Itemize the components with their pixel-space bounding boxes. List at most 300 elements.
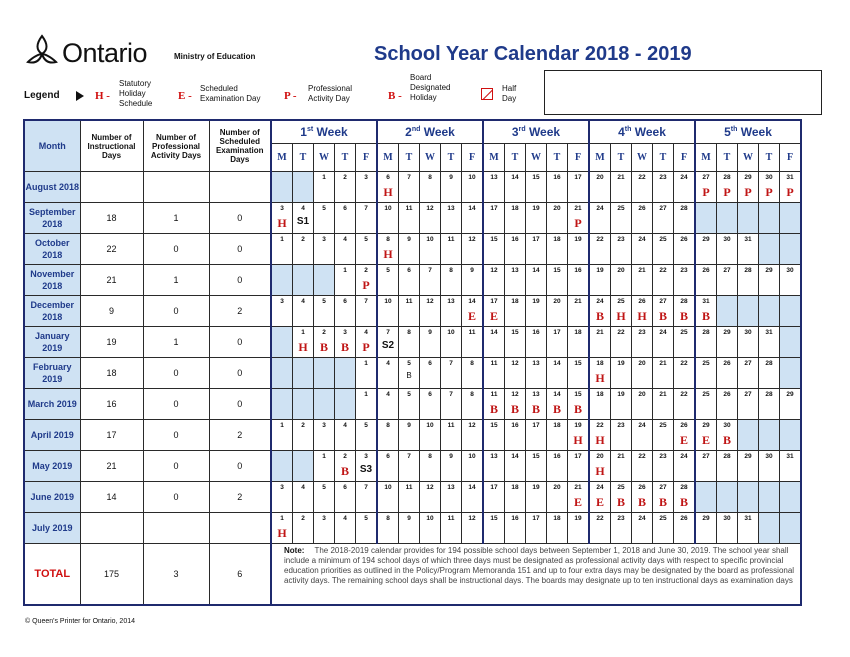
day-number: 8: [470, 391, 474, 398]
day-cell: [399, 327, 420, 358]
day-cell: [293, 420, 314, 451]
day-cell: [653, 172, 674, 203]
day-cell: [293, 296, 314, 327]
day-number: 23: [680, 267, 688, 274]
professional-days: [143, 172, 209, 203]
day-cell: [674, 420, 696, 451]
day-number: 12: [426, 205, 434, 212]
day-marker: B: [658, 495, 667, 509]
day-number: 15: [553, 267, 561, 274]
day-cell: [568, 420, 590, 451]
day-cell: [420, 327, 441, 358]
day-cell: [505, 234, 526, 265]
day-cell: [780, 172, 802, 203]
day-number: 16: [574, 267, 582, 274]
day-number: 24: [596, 205, 604, 212]
day-cell: [611, 203, 632, 234]
copyright: © Queen's Printer for Ontario, 2014: [25, 618, 135, 625]
day-number: 25: [659, 236, 667, 243]
day-cell: [420, 296, 441, 327]
day-number: 12: [511, 391, 519, 398]
day-cell: [611, 358, 632, 389]
day-number: 7: [386, 329, 390, 336]
day-cell: [505, 203, 526, 234]
instructional-days: [80, 172, 143, 203]
day-number: 20: [596, 453, 604, 460]
empty-day-cell: [780, 482, 802, 513]
day-cell: [717, 327, 738, 358]
day-number: 17: [490, 205, 498, 212]
day-cell: [356, 172, 378, 203]
day-cell: [611, 172, 632, 203]
day-number: 28: [680, 484, 688, 491]
day-cell: [568, 172, 590, 203]
day-number: 8: [470, 360, 474, 367]
professional-days: 0: [143, 482, 209, 513]
day-number: 8: [386, 422, 390, 429]
day-cell: [653, 358, 674, 389]
trillium-icon: [24, 32, 60, 72]
day-number: 1: [322, 453, 326, 460]
empty-day-cell: [293, 358, 314, 389]
professional-days: 0: [143, 234, 209, 265]
instructional-days: 17: [80, 420, 143, 451]
day-cell: [568, 482, 590, 513]
day-cell: [335, 172, 356, 203]
day-cell: [483, 265, 505, 296]
day-cell: [483, 358, 505, 389]
day-cell: [441, 265, 462, 296]
day-cell: [674, 389, 696, 420]
day-number: 24: [638, 422, 646, 429]
week-header-5: 5th Week: [695, 120, 801, 144]
day-marker: P: [362, 340, 370, 354]
day-cell: [483, 482, 505, 513]
day-cell: [674, 296, 696, 327]
day-cell: [441, 358, 462, 389]
day-number: 24: [659, 329, 667, 336]
day-cell: [759, 265, 780, 296]
day-number: 3: [364, 174, 368, 181]
day-number: 22: [617, 329, 625, 336]
day-header: T: [611, 144, 632, 172]
day-marker: B: [406, 371, 412, 380]
day-cell: [717, 358, 738, 389]
day-cell: [377, 389, 399, 420]
day-marker: S1: [296, 216, 310, 227]
empty-day-cell: [293, 265, 314, 296]
day-number: 12: [490, 267, 498, 274]
day-number: 14: [490, 329, 498, 336]
day-number: 25: [659, 422, 667, 429]
day-number: 19: [574, 422, 582, 429]
legend-text-h: Statutory Holiday Schedule: [119, 79, 153, 108]
day-marker: B: [679, 309, 688, 323]
exam-days: 0: [209, 389, 271, 420]
professional-days: 0: [143, 296, 209, 327]
day-number: 26: [723, 391, 731, 398]
total-exams: 6: [209, 544, 271, 606]
day-cell: [695, 327, 717, 358]
day-number: 28: [723, 174, 731, 181]
day-number: 7: [449, 391, 453, 398]
day-cell: [377, 513, 399, 544]
day-cell: [314, 172, 335, 203]
instructional-column-header: Number of Instructional Days: [80, 120, 143, 172]
day-number: 19: [532, 205, 540, 212]
day-cell: [483, 451, 505, 482]
day-cell: [356, 327, 378, 358]
day-number: 7: [407, 453, 411, 460]
day-number: 16: [511, 422, 519, 429]
empty-day-cell: [780, 203, 802, 234]
day-number: 27: [659, 484, 667, 491]
empty-day-cell: [314, 265, 335, 296]
day-number: 8: [386, 236, 390, 243]
day-cell: [653, 451, 674, 482]
day-marker: H: [383, 185, 393, 199]
exam-days: 2: [209, 296, 271, 327]
day-cell: [568, 389, 590, 420]
day-number: 10: [426, 236, 434, 243]
ministry-name: Ministry of Education: [174, 52, 256, 61]
day-cell: [420, 358, 441, 389]
day-cell: [399, 172, 420, 203]
day-number: 31: [744, 515, 752, 522]
day-cell: [377, 265, 399, 296]
day-marker: H: [595, 371, 605, 385]
day-number: 31: [744, 236, 752, 243]
day-number: 27: [659, 205, 667, 212]
day-number: 29: [702, 236, 710, 243]
calendar-table: [23, 119, 802, 606]
day-number: 26: [702, 267, 710, 274]
day-cell: [356, 234, 378, 265]
day-cell: [462, 358, 484, 389]
day-cell: [526, 172, 547, 203]
play-arrow-icon: [76, 91, 84, 101]
day-cell: [695, 172, 717, 203]
day-number: 21: [638, 267, 646, 274]
day-header: T: [759, 144, 780, 172]
day-cell: [653, 327, 674, 358]
day-number: 11: [490, 360, 498, 367]
instructional-days: 14: [80, 482, 143, 513]
day-number: 30: [723, 515, 731, 522]
day-marker: B: [552, 402, 561, 416]
day-number: 10: [384, 484, 392, 491]
month-row: [24, 172, 801, 203]
day-number: 2: [343, 453, 347, 460]
day-number: 4: [386, 360, 390, 367]
day-marker: E: [489, 309, 498, 323]
day-number: 2: [322, 329, 326, 336]
day-cell: [462, 389, 484, 420]
day-cell: [674, 203, 696, 234]
day-marker: H: [277, 526, 287, 540]
day-number: 20: [596, 174, 604, 181]
day-number: 13: [490, 174, 498, 181]
day-cell: [271, 296, 293, 327]
day-cell: [505, 172, 526, 203]
month-row: [24, 451, 801, 482]
day-number: 14: [532, 267, 540, 274]
day-cell: [738, 327, 759, 358]
day-cell: [377, 234, 399, 265]
empty-day-cell: [335, 358, 356, 389]
day-number: 17: [490, 484, 498, 491]
day-cell: [589, 389, 611, 420]
day-marker: P: [744, 185, 752, 199]
day-number: 23: [659, 174, 667, 181]
day-number: 8: [407, 329, 411, 336]
day-cell: [462, 482, 484, 513]
day-cell: [420, 203, 441, 234]
day-cell: [335, 296, 356, 327]
legend-code-e: E -: [178, 90, 192, 102]
day-cell: [462, 234, 484, 265]
total-label: TOTAL: [24, 544, 80, 606]
day-number: 25: [617, 298, 625, 305]
day-number: 24: [638, 236, 646, 243]
page-title: [374, 43, 692, 66]
day-number: 24: [680, 174, 688, 181]
day-cell: [335, 234, 356, 265]
day-number: 1: [280, 236, 284, 243]
day-number: 7: [364, 484, 368, 491]
day-cell: [293, 482, 314, 513]
notes-box: [544, 70, 822, 115]
empty-day-cell: [759, 513, 780, 544]
day-number: 29: [744, 174, 752, 181]
day-number: 7: [449, 360, 453, 367]
day-cell: [695, 296, 717, 327]
day-number: 6: [343, 484, 347, 491]
day-cell: [314, 513, 335, 544]
exam-days: 0: [209, 358, 271, 389]
day-cell: [780, 265, 802, 296]
instructional-days: 9: [80, 296, 143, 327]
day-cell: [653, 513, 674, 544]
day-number: 20: [553, 205, 561, 212]
day-cell: [399, 513, 420, 544]
day-cell: [505, 296, 526, 327]
day-number: 19: [617, 360, 625, 367]
day-number: 15: [574, 391, 582, 398]
day-number: 12: [511, 360, 519, 367]
empty-day-cell: [738, 203, 759, 234]
day-cell: [335, 482, 356, 513]
day-number: 18: [511, 484, 519, 491]
day-cell: [420, 513, 441, 544]
day-number: 28: [765, 391, 773, 398]
day-cell: [271, 203, 293, 234]
day-number: 31: [786, 453, 794, 460]
week-header-2: 2nd Week: [377, 120, 483, 144]
instructional-days: 18: [80, 358, 143, 389]
day-cell: [589, 203, 611, 234]
day-cell: [505, 482, 526, 513]
day-cell: [738, 234, 759, 265]
day-number: 5: [322, 298, 326, 305]
day-cell: [717, 265, 738, 296]
day-cell: [653, 420, 674, 451]
day-number: 14: [511, 453, 519, 460]
day-number: 23: [617, 422, 625, 429]
empty-day-cell: [717, 482, 738, 513]
month-row: [24, 234, 801, 265]
instructional-days: 22: [80, 234, 143, 265]
day-cell: [568, 327, 590, 358]
title-main: School Year Calendar: [374, 43, 585, 65]
day-number: 8: [428, 453, 432, 460]
day-cell: [293, 327, 314, 358]
month-name: January 2019: [24, 327, 80, 358]
day-number: 22: [638, 453, 646, 460]
legend-text-b: Board Designated Holiday: [410, 73, 451, 102]
empty-day-cell: [271, 265, 293, 296]
day-header: F: [356, 144, 378, 172]
day-number: 27: [744, 360, 752, 367]
legend-code-h: H -: [95, 90, 110, 102]
day-cell: [441, 451, 462, 482]
day-number: 2: [301, 236, 305, 243]
day-number: 16: [532, 329, 540, 336]
instructional-days: 21: [80, 265, 143, 296]
day-header: T: [441, 144, 462, 172]
professional-column-header: Number of Professional Activity Days: [143, 120, 209, 172]
month-name: November 2018: [24, 265, 80, 296]
day-cell: [780, 389, 802, 420]
day-number: 4: [386, 391, 390, 398]
day-number: 8: [428, 174, 432, 181]
empty-day-cell: [271, 389, 293, 420]
exam-days: 0: [209, 451, 271, 482]
empty-day-cell: [271, 451, 293, 482]
day-marker: P: [362, 278, 370, 292]
day-number: 6: [343, 205, 347, 212]
day-number: 17: [490, 298, 498, 305]
day-cell: [611, 389, 632, 420]
day-number: 13: [532, 360, 540, 367]
day-cell: [314, 296, 335, 327]
month-name: March 2019: [24, 389, 80, 420]
legend-label: Legend: [24, 90, 60, 101]
professional-days: 0: [143, 420, 209, 451]
day-number: 23: [638, 329, 646, 336]
day-cell: [717, 420, 738, 451]
day-cell: [293, 203, 314, 234]
day-number: 4: [364, 329, 368, 336]
day-number: 1: [280, 422, 284, 429]
day-cell: [695, 420, 717, 451]
day-number: 1: [343, 267, 347, 274]
day-number: 9: [428, 329, 432, 336]
month-name: June 2019: [24, 482, 80, 513]
day-number: 7: [407, 174, 411, 181]
day-cell: [526, 234, 547, 265]
day-cell: [271, 420, 293, 451]
day-number: 11: [405, 205, 413, 212]
day-number: 31: [786, 174, 794, 181]
day-number: 12: [468, 515, 476, 522]
day-cell: [611, 234, 632, 265]
day-number: 24: [680, 453, 688, 460]
empty-day-cell: [717, 203, 738, 234]
day-header: T: [717, 144, 738, 172]
month-name: February 2019: [24, 358, 80, 389]
day-cell: [335, 265, 356, 296]
month-name: April 2019: [24, 420, 80, 451]
day-cell: [759, 389, 780, 420]
day-number: 25: [659, 515, 667, 522]
day-number: 11: [447, 515, 455, 522]
day-number: 15: [574, 360, 582, 367]
day-cell: [526, 203, 547, 234]
day-number: 6: [343, 298, 347, 305]
day-cell: [271, 513, 293, 544]
day-number: 9: [407, 236, 411, 243]
day-number: 26: [638, 484, 646, 491]
day-number: 3: [322, 236, 326, 243]
legend: [24, 74, 544, 114]
day-number: 30: [744, 329, 752, 336]
day-cell: [611, 327, 632, 358]
day-number: 3: [280, 484, 284, 491]
day-number: 6: [428, 360, 432, 367]
empty-day-cell: [759, 296, 780, 327]
day-marker: S2: [381, 340, 395, 351]
day-number: 10: [426, 515, 434, 522]
day-cell: [653, 389, 674, 420]
exam-days: 2: [209, 420, 271, 451]
day-cell: [632, 296, 653, 327]
day-number: 10: [384, 298, 392, 305]
empty-day-cell: [780, 296, 802, 327]
day-cell: [674, 265, 696, 296]
day-number: 13: [447, 205, 455, 212]
day-cell: [399, 389, 420, 420]
day-cell: [695, 234, 717, 265]
day-number: 14: [468, 484, 476, 491]
empty-day-cell: [271, 172, 293, 203]
day-number: 1: [280, 515, 284, 522]
day-cell: [568, 358, 590, 389]
total-instructional: 175: [80, 544, 143, 606]
month-name: October 2018: [24, 234, 80, 265]
day-cell: [356, 296, 378, 327]
day-number: 5: [407, 360, 411, 367]
day-number: 6: [428, 391, 432, 398]
day-number: 29: [702, 422, 710, 429]
day-cell: [674, 172, 696, 203]
day-cell: [568, 203, 590, 234]
day-cell: [356, 513, 378, 544]
day-header: M: [695, 144, 717, 172]
professional-days: 1: [143, 265, 209, 296]
day-marker: H: [637, 309, 647, 323]
day-cell: [632, 482, 653, 513]
day-cell: [632, 513, 653, 544]
day-cell: [589, 358, 611, 389]
day-number: 27: [702, 453, 710, 460]
exam-days: 0: [209, 327, 271, 358]
day-number: 30: [765, 174, 773, 181]
month-row: [24, 420, 801, 451]
day-cell: [738, 172, 759, 203]
day-cell: [780, 451, 802, 482]
day-marker: B: [616, 495, 625, 509]
